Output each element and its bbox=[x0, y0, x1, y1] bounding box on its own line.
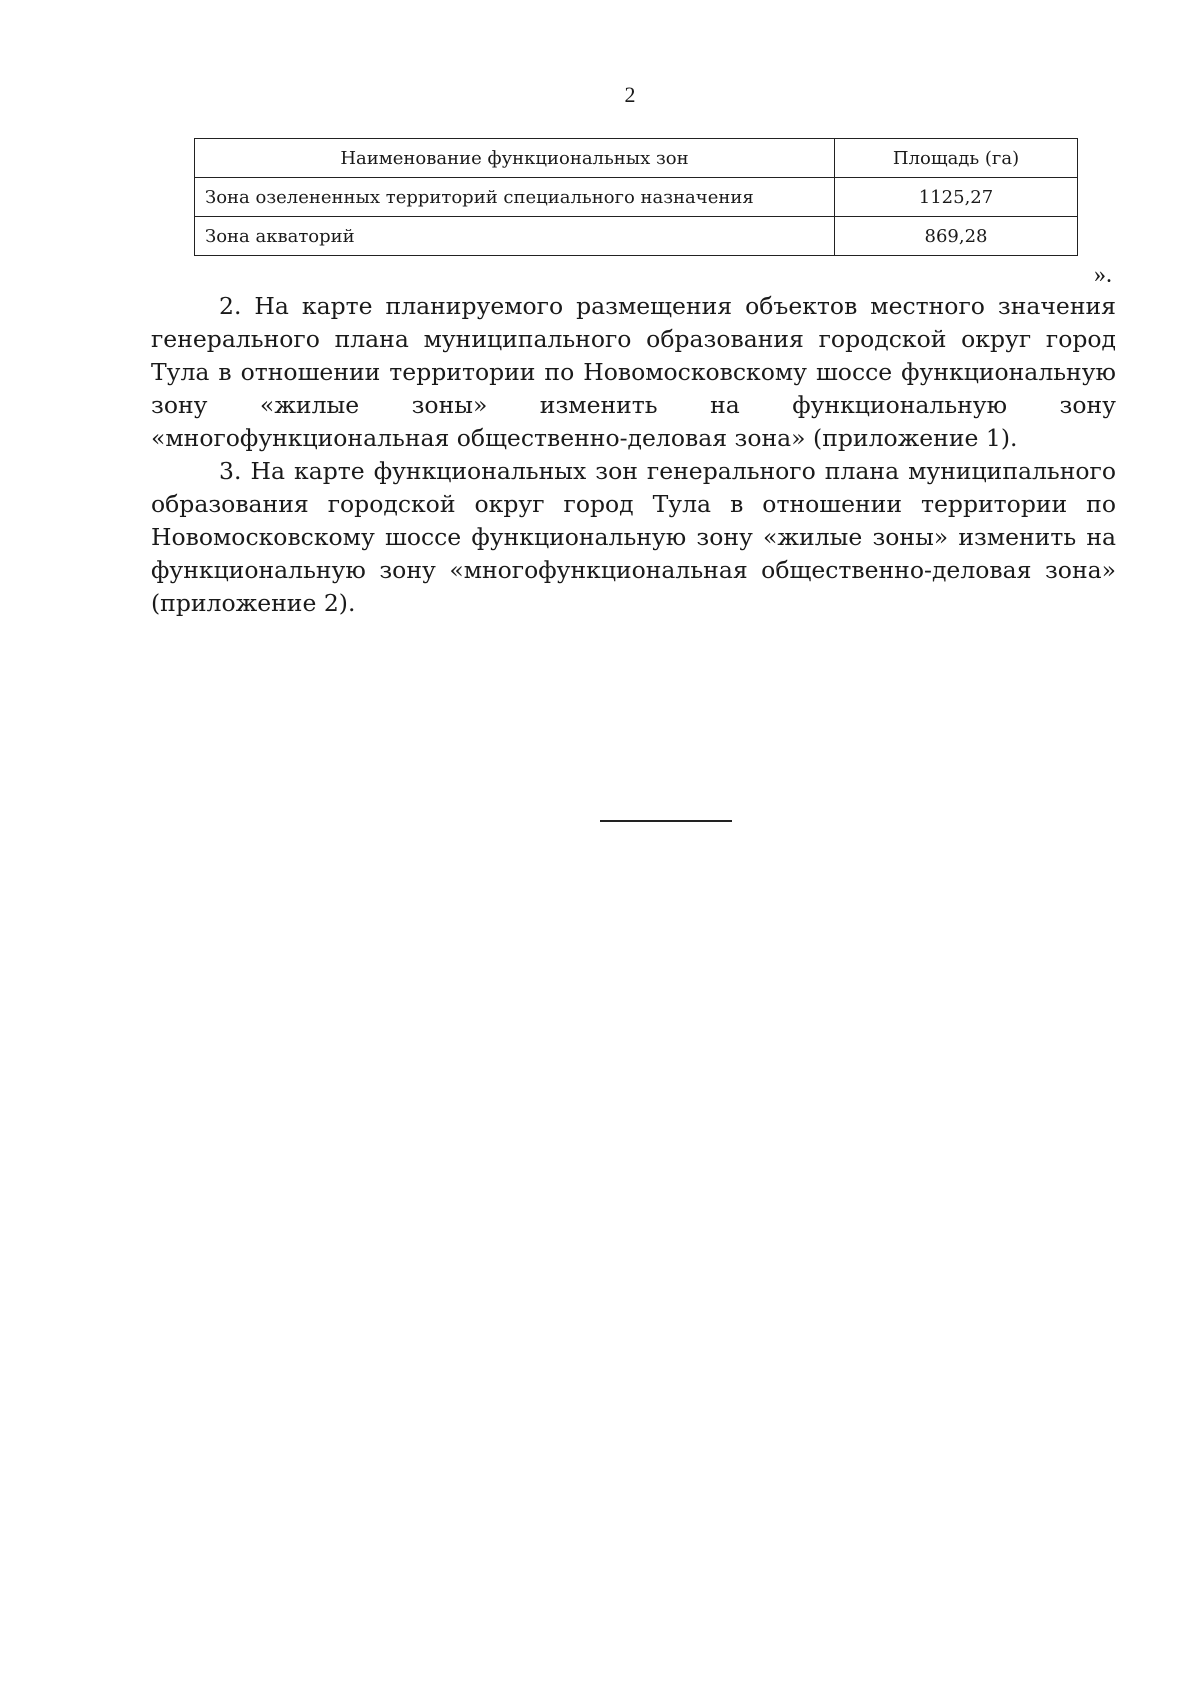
table-row bbox=[195, 178, 1078, 217]
page-number: 2 bbox=[624, 82, 636, 107]
paragraph-item-2: 2. На карте планируемого размещения объектов местного значения генерального плана муниципального образования городской округ город Тула в отношении территории по Новомосковскому шоссе функциональную зону «жилые зоны» изменить на функциональную зону «многофункциональная общественно-деловая зона» (приложение 1). bbox=[151, 292, 1116, 452]
header-zone-name: Наименование функциональных зон bbox=[195, 139, 835, 178]
zone-name-cell: Зона озелененных территорий специального назначения bbox=[195, 178, 835, 217]
paragraph-item-3: 3. На карте функциональных зон генерального плана муниципального образования городской округ город Тула в отношении территории по Новомосковскому шоссе функциональную зону «жилые зоны» изменить на функциональную зону «многофункциональная общественно-деловая зона» (приложение 2). bbox=[151, 457, 1116, 617]
zone-area-cell: 1125,27 bbox=[835, 178, 1078, 217]
zone-area-cell: 869,28 bbox=[835, 217, 1078, 256]
closing-quote: ». bbox=[1094, 262, 1112, 288]
table-row bbox=[195, 217, 1078, 256]
header-area: Площадь (га) bbox=[835, 139, 1078, 178]
table-header-row bbox=[195, 139, 1078, 178]
zone-name-cell: Зона акваторий bbox=[195, 217, 835, 256]
functional-zones-table bbox=[194, 138, 1078, 256]
document-body bbox=[151, 290, 1116, 620]
end-of-text-divider bbox=[600, 820, 732, 822]
